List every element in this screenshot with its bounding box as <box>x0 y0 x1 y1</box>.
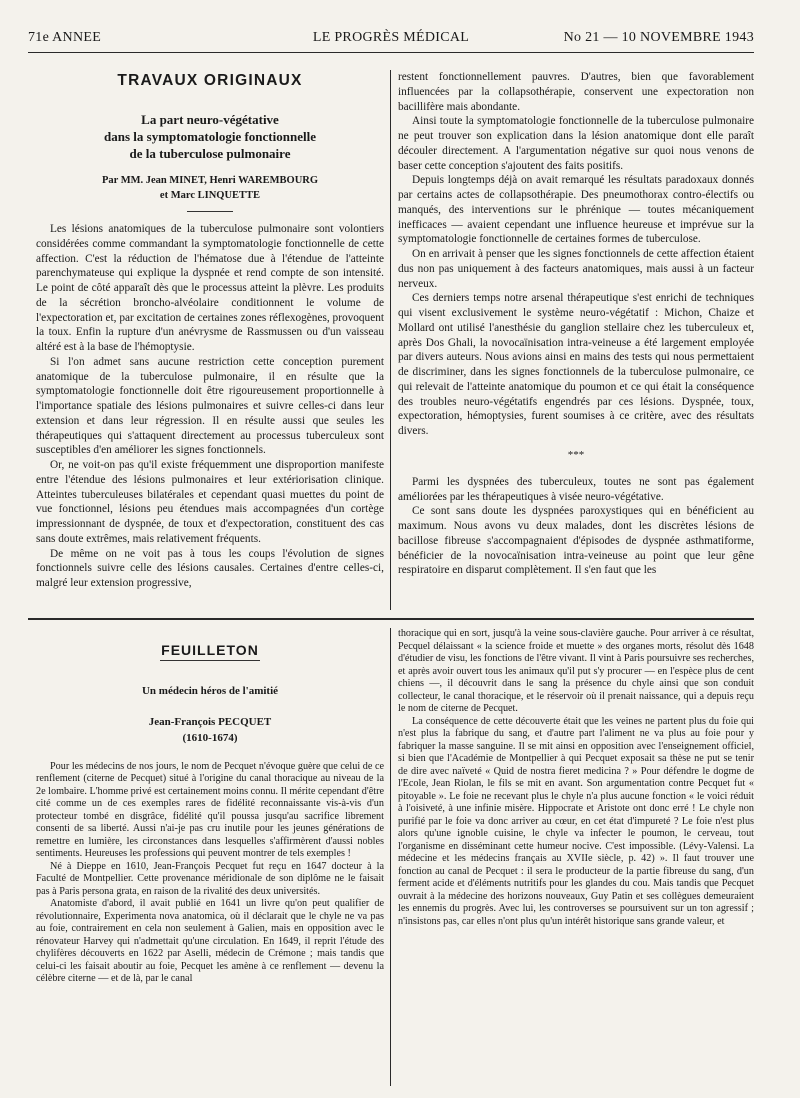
body-paragraph: Si l'on admet sans aucune restriction cette conception purement anatomique de la tuberculose pulmonaire, il en résulte que la symptomatologie fonctionnelle doit être rigoureusement proportionnelle à l'importance spatiale des lésions pulmonaires et suivre celles-ci dans leur extension et dans leur régression. Il en résulte aussi que seules les thérapeutiques qui s'attaquent directement au processus tuberculeux sont susceptibles d'en améliorer les signes fonctionnels. <box>36 355 384 457</box>
article-authors <box>36 173 384 203</box>
column-divider <box>390 628 391 1086</box>
body-paragraph: On en arrivait à penser que les signes fonctionnels de cette affection étaient dus non pas uniquement à des facteurs anatomiques, mais aussi à un facteur nerveux. <box>398 248 754 290</box>
feuilleton-title-rule <box>160 660 260 661</box>
feuilleton-title: Un médecin héros de l'amitié <box>141 685 279 697</box>
travaux-left-column <box>36 64 384 612</box>
title-divider <box>187 211 233 212</box>
body-paragraph: restent fonctionnellement pauvres. D'autres, bien que favorablement influencées par la collapsothérapie, conservent une expectoration non bacillifère mais abondante. <box>398 71 754 113</box>
section-title-feuilleton: FEUILLETON <box>161 642 259 658</box>
issue-number-date: No 21 — 10 NOVEMBRE 1943 <box>563 30 754 45</box>
issue-year: 71e ANNEE <box>28 30 102 45</box>
feuilleton-right-column <box>398 628 754 1088</box>
travaux-right-column <box>398 70 754 612</box>
feuilleton-subject-name: Jean-François PECQUET <box>148 715 272 728</box>
section-asterism: *** <box>567 448 585 461</box>
section-title-travaux: TRAVAUX ORIGINAUX <box>117 72 303 89</box>
body-paragraph: Né à Dieppe en 1610, Jean-François Pecquet fut reçu en 1647 docteur à la Faculté de Montpellier. Cette provenance méridionale de son diplôme ne le faisait pas à Paris persona grata, en raison de la rivalité des deux universités. <box>36 860 384 897</box>
article-title-line: La part neuro-végétative <box>141 112 279 127</box>
body-paragraph: De même on ne voit pas à tous les coups l'évolution de signes fonctionnels suivre celle des lésions causales. Certaines d'entre celles-ci, malgré leur extension progressive, <box>36 547 384 590</box>
body-paragraph: Ainsi toute la symptomatologie fonctionnelle de la tuberculose pulmonaire ne peut trouver son explication dans la lésion anatomique dont elle paraît découler directement. A l'argumentation négative sur quoi nous venons de baser cette conception s'ajoutent des faits positifs. <box>398 115 754 172</box>
body-paragraph: Or, ne voit-on pas qu'il existe fréquemment une disproportion manifeste entre l'étendue des lésions pulmonaires et leur extériorisation clinique. Atteintes tuberculeuses bilatérales et cependant quasi muettes du point de vue fonctionnel, lésions peu étendues mais accompagnées d'un cortège impressionnant de dyspnée, de toux et d'expectoration, constituent des cas sans doute extrêmes, mais relativement fréquents. <box>36 459 384 545</box>
header-rule <box>28 52 754 53</box>
body-paragraph: Parmi les dyspnées des tuberculeux, toutes ne sont pas également améliorées par les thérapeutiques à visée neuro-végétative. <box>398 475 754 503</box>
body-paragraph: Pour les médecins de nos jours, le nom de Pecquet n'évoque guère que celui de ce renflement (citerne de Pecquet) situé à l'origine du canal thoracique au niveau de la 2e lombaire. L'homme privé est certainement moins connu. Il mérite cependant d'être cité comme un de ces exemples rares de fidélité reconnaissante vis-à-vis d'un protecteur tombé en disgrâce, fidélité qu'il poussa jusqu'au sacrifice librement consenti de sa liberté. Aussi n'ai-je pas cru inutile pour les jeunes générations de remettre en lumière, les circonstances dans lesquelles s'affirmèrent d'aussi nobles sentiments. Heureuses les professions qui peuvent montrer de tels exemples ! <box>36 760 384 859</box>
body-paragraph: thoracique qui en sort, jusqu'à la veine sous-clavière gauche. Pour arriver à ce résultat, Pecquel délaissant « la science froide et muette » des organes morts, résolut dès 1648 d'étudier de visu, les fonctions de l'être vivant. Il vint à Paris poursuivre ses recherches, et après avoir ouvert tous les animaux qu'il put s'y procurer — en l'espèce plus de cent chiens —, il découvrit dans le sang la présence du chyle ainsi que son conduit collecteur, le canal thoracique, et le réservoir où il prenait naissance, qui a depuis reçu le nom de citerne de Pecquet. <box>398 628 754 714</box>
running-header <box>28 30 754 52</box>
journal-name: LE PROGRÈS MÉDICAL <box>312 30 470 45</box>
feuilleton-subject-dates: (1610-1674) <box>182 732 238 744</box>
feuilleton-left-column <box>36 628 384 1088</box>
article-title-line: dans la symptomatologie fonctionnelle <box>104 128 316 144</box>
body-paragraph: Anatomiste d'abord, il avait publié en 1641 un livre qu'on peut qualifier de révolutionnaire, Experimenta nova anatomica, où il déclarait que le chyle ne va pas au foie, contrairement en cela non seulement à Galien, mais en opposition avec le rénovateur Harvey qui n'admettait qu'une circulation. En 1649, il reprit l'étude des chylifères découverts en 1622 par Aselli, médecin de Crémone ; mais tandis que celui-ci les faisait aboutir au foie, Pecquet les amène à ce renflement — devenu la célèbre citerne — et de là, par le canal <box>36 898 384 984</box>
body-paragraph: Ces derniers temps notre arsenal thérapeutique s'est enrichi de techniques qui visent exclusivement le système neuro-végétatif : Michon, Chaize et Mollard ont utilisé l'anesthésie du ganglion stellaire chez les tuberculeux et, après Dos Ghali, la novocaïnisation intra-veineuse a été largement employée par divers auteurs. Nous avions ainsi en mains des tests qui nous permettaient de discriminer, dans les signes fonctionnels de la tuberculose pulmonaire, ce qui relevait de l'atteinte anatomique du poumon et ce qui était la conséquence des troubles neuro-végétatifs engendrés par ces lésions. Dyspnée, toux, expectoration, hémoptysies, furent soumises à ce critère, avec des résultats divers. <box>398 292 754 437</box>
body-paragraph: La conséquence de cette découverte était que les veines ne partent plus du foie qui n'est plus la fabrique du sang, et d'autre part l'aliment ne va plus au foie pour y fabriquer la masse sanguine. Il se mit ainsi en opposition avec l'enseignement officiel, si bien que l'Académie de Montpellier à qui Pecquet exposait sa thèse ne put se tenir de dire avec naïveté « Quid de nostra fieret medicina ? » Pour défendre le dogme de l'Ecole, Jean Riolan, le fils se mit en avant. Son argumentation contre Pecquet fut « pitoyable ». Le foie ne recevant plus le chyle n'a plus aucune fonction « le voici réduit à l'oisiveté, à une infinie misère. Hippocrate et Aristote ont donc erré ! Le chyle non purifié par le foie va donc arriver au cœur, en cet état d'impureté ? Le foie n'est plus alors qu'une ignoble cuisine, le chyle va infecter le poumon, le cerveau, tout l'organisme en disséminant cette humeur nocive. C'est impossible. (Lévy-Valensi. La médecine et les médecins français au XVIIe siècle, p. 42) ». Il faut trouver une fonction au canal de Pecquet : il sera le producteur de la partie fibreuse du sang, d'un ferment acide et d'éléments nutritifs pour les glandes du cou. Mais tandis que Pecquet ouvrait à la médecine des horizons nouveaux, Guy Patin et ses collègues demeuraient les ennemis du progrès. Avec lui, les controverses se poursuivent sur un ton agressif ; n'insistons pas, car elles n'ont plus qu'un intérêt historique sans grande valeur, et <box>398 715 754 927</box>
authors-line: Par MM. Jean MINET, Henri WAREMBOURG <box>101 174 319 186</box>
authors-line: et Marc LINQUETTE <box>159 189 261 201</box>
body-paragraph: Depuis longtemps déjà on avait remarqué les résultats paradoxaux donnés par certains actes de collapsothérapie. Des pneumothorax contro-électifs ou manqués, des interventions sur le phrénique — toutes mécaniquement inefficaces — avaient cependant une influence heureuse et imprévue sur la symptomatologie fonctionnelle de certaines formes de tuberculose. <box>398 174 754 246</box>
column-divider <box>390 70 391 610</box>
article-title <box>36 112 384 163</box>
article-title-line: de la tuberculose pulmonaire <box>129 145 291 161</box>
section-divider <box>28 618 754 620</box>
body-paragraph: Ce sont sans doute les dyspnées paroxystiques qui en bénéficient au maximum. Nous avons vu deux malades, dont les discrètes lésions de bacillose fibreuse s'accompagnaient d'épisodes de dyspnée asthmatiforme, bénéficier de la novocaïnisation intra-veineuse au point que leur gêne respiratoire en disparut complètement. Il s'en faut que les <box>398 505 754 577</box>
body-paragraph: Les lésions anatomiques de la tuberculose pulmonaire sont volontiers considérées comme commandant la symptomatologie fonctionnelle de cette affection. C'est la réduction de l'hématose due à l'étendue de l'atteinte parenchymateuse qui explique la dyspnée et rend compte de son intensité. Le point de côté apparaît dès que le processus atteint la plèvre. Les produits de la sécrétion broncho-alvéolaire conditionnent le volume de l'expectoration et, par excitation de certaines zones réflexogènes, provoquent la toux. Enfin la rupture d'un anévrysme de Rassmussen ou d'un vaisseau altéré est à la base de l'hémoptysie. <box>36 223 384 354</box>
